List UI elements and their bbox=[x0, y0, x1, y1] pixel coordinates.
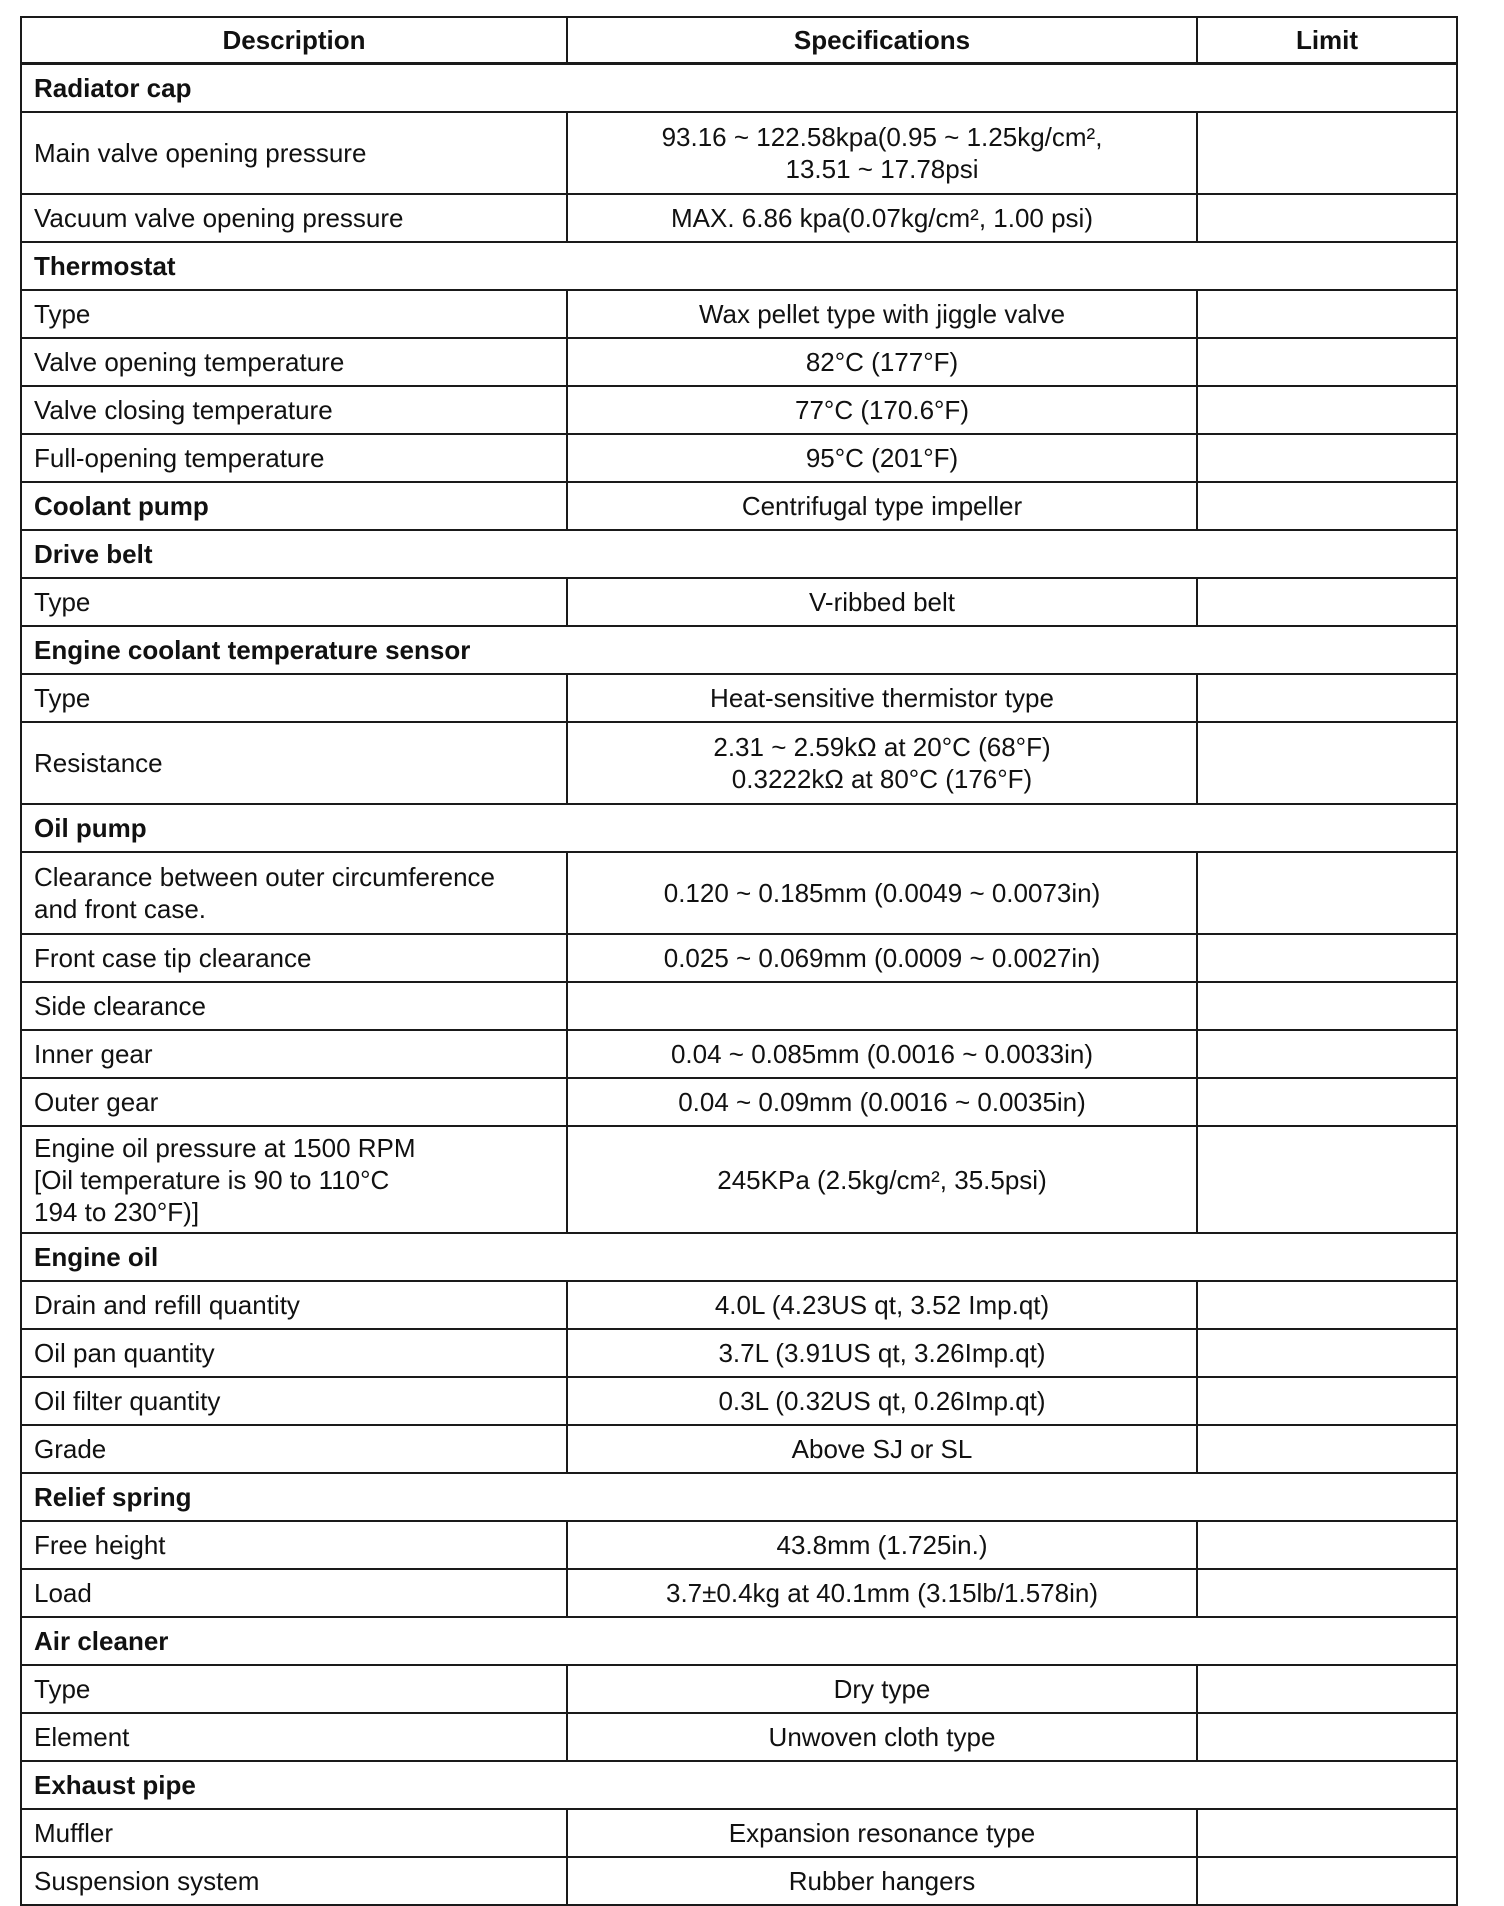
header-row bbox=[21, 17, 1457, 64]
limit-cell bbox=[1197, 482, 1457, 530]
specification-cell: 0.3L (0.32US qt, 0.26Imp.qt) bbox=[567, 1377, 1197, 1425]
specification-cell: 2.31 ~ 2.59kΩ at 20°C (68°F) 0.3222kΩ at 80°C (176°F) bbox=[567, 722, 1197, 804]
description-cell: Outer gear bbox=[21, 1078, 567, 1126]
description-cell: Resistance bbox=[21, 722, 567, 804]
limit-cell bbox=[1197, 290, 1457, 338]
limit-cell bbox=[1197, 1857, 1457, 1905]
table-row bbox=[21, 1126, 1457, 1233]
description-cell: Side clearance bbox=[21, 982, 567, 1030]
specification-cell: 43.8mm (1.725in.) bbox=[567, 1521, 1197, 1569]
section-header-row bbox=[21, 804, 1457, 852]
limit-cell bbox=[1197, 578, 1457, 626]
specification-cell: 0.120 ~ 0.185mm (0.0049 ~ 0.0073in) bbox=[567, 852, 1197, 934]
section-header-row bbox=[21, 1473, 1457, 1521]
column-header-specifications: Specifications bbox=[567, 17, 1197, 64]
limit-cell bbox=[1197, 194, 1457, 242]
specification-cell: 95°C (201°F) bbox=[567, 434, 1197, 482]
table-row bbox=[21, 1425, 1457, 1473]
description-cell: Valve opening temperature bbox=[21, 338, 567, 386]
description-cell: Coolant pump bbox=[21, 482, 567, 530]
specification-cell: Wax pellet type with jiggle valve bbox=[567, 290, 1197, 338]
limit-cell bbox=[1197, 112, 1457, 194]
section-title: Engine oil bbox=[21, 1233, 1457, 1281]
specification-cell: Above SJ or SL bbox=[567, 1425, 1197, 1473]
specifications-table bbox=[20, 16, 1458, 1906]
limit-cell bbox=[1197, 934, 1457, 982]
limit-cell bbox=[1197, 434, 1457, 482]
description-cell: Type bbox=[21, 290, 567, 338]
table-row bbox=[21, 194, 1457, 242]
table-row bbox=[21, 386, 1457, 434]
table-row bbox=[21, 1713, 1457, 1761]
table-row bbox=[21, 1030, 1457, 1078]
table-row bbox=[21, 674, 1457, 722]
specification-cell: V-ribbed belt bbox=[567, 578, 1197, 626]
table-row bbox=[21, 578, 1457, 626]
section-header-row bbox=[21, 242, 1457, 290]
description-cell: Main valve opening pressure bbox=[21, 112, 567, 194]
limit-cell bbox=[1197, 1078, 1457, 1126]
table-row bbox=[21, 1329, 1457, 1377]
limit-cell bbox=[1197, 1281, 1457, 1329]
limit-cell bbox=[1197, 1569, 1457, 1617]
table-row bbox=[21, 338, 1457, 386]
specification-cell: Unwoven cloth type bbox=[567, 1713, 1197, 1761]
spec-sheet bbox=[20, 16, 1456, 1906]
table-row bbox=[21, 290, 1457, 338]
table-row bbox=[21, 852, 1457, 934]
specification-cell: 3.7L (3.91US qt, 3.26Imp.qt) bbox=[567, 1329, 1197, 1377]
section-header-row bbox=[21, 530, 1457, 578]
specification-cell: Centrifugal type impeller bbox=[567, 482, 1197, 530]
table-row bbox=[21, 1665, 1457, 1713]
section-title: Radiator cap bbox=[21, 64, 1457, 113]
description-cell: Front case tip clearance bbox=[21, 934, 567, 982]
description-cell: Oil filter quantity bbox=[21, 1377, 567, 1425]
description-cell: Suspension system bbox=[21, 1857, 567, 1905]
specification-cell: MAX. 6.86 kpa(0.07kg/cm², 1.00 psi) bbox=[567, 194, 1197, 242]
description-cell: Valve closing temperature bbox=[21, 386, 567, 434]
limit-cell bbox=[1197, 338, 1457, 386]
limit-cell bbox=[1197, 1425, 1457, 1473]
section-title: Air cleaner bbox=[21, 1617, 1457, 1665]
limit-cell bbox=[1197, 1713, 1457, 1761]
limit-cell bbox=[1197, 852, 1457, 934]
column-header-description: Description bbox=[21, 17, 567, 64]
limit-cell bbox=[1197, 674, 1457, 722]
table-row bbox=[21, 1521, 1457, 1569]
specification-cell: 245KPa (2.5kg/cm², 35.5psi) bbox=[567, 1126, 1197, 1233]
specification-cell: 93.16 ~ 122.58kpa(0.95 ~ 1.25kg/cm², 13.51 ~ 17.78psi bbox=[567, 112, 1197, 194]
description-cell: Drain and refill quantity bbox=[21, 1281, 567, 1329]
limit-cell bbox=[1197, 1521, 1457, 1569]
description-cell: Free height bbox=[21, 1521, 567, 1569]
column-header-limit: Limit bbox=[1197, 17, 1457, 64]
specification-cell: 0.04 ~ 0.09mm (0.0016 ~ 0.0035in) bbox=[567, 1078, 1197, 1126]
table-row bbox=[21, 1857, 1457, 1905]
section-title: Engine coolant temperature sensor bbox=[21, 626, 1457, 674]
description-cell: Type bbox=[21, 1665, 567, 1713]
specification-cell: 0.025 ~ 0.069mm (0.0009 ~ 0.0027in) bbox=[567, 934, 1197, 982]
table-row bbox=[21, 482, 1457, 530]
limit-cell bbox=[1197, 1126, 1457, 1233]
specification-cell: 77°C (170.6°F) bbox=[567, 386, 1197, 434]
section-header-row bbox=[21, 1617, 1457, 1665]
description-cell: Full-opening temperature bbox=[21, 434, 567, 482]
specification-cell: 3.7±0.4kg at 40.1mm (3.15lb/1.578in) bbox=[567, 1569, 1197, 1617]
section-header-row bbox=[21, 1761, 1457, 1809]
table-row bbox=[21, 1809, 1457, 1857]
table-row bbox=[21, 434, 1457, 482]
table-row bbox=[21, 722, 1457, 804]
table-row bbox=[21, 934, 1457, 982]
section-title: Oil pump bbox=[21, 804, 1457, 852]
table-row bbox=[21, 1078, 1457, 1126]
section-header-row bbox=[21, 64, 1457, 113]
description-cell: Type bbox=[21, 578, 567, 626]
description-cell: Clearance between outer circumference and front case. bbox=[21, 852, 567, 934]
section-title: Relief spring bbox=[21, 1473, 1457, 1521]
limit-cell bbox=[1197, 1030, 1457, 1078]
description-cell: Oil pan quantity bbox=[21, 1329, 567, 1377]
description-cell: Load bbox=[21, 1569, 567, 1617]
description-cell: Vacuum valve opening pressure bbox=[21, 194, 567, 242]
limit-cell bbox=[1197, 982, 1457, 1030]
specification-cell: 82°C (177°F) bbox=[567, 338, 1197, 386]
description-cell: Element bbox=[21, 1713, 567, 1761]
section-header-row bbox=[21, 626, 1457, 674]
specification-cell: 4.0L (4.23US qt, 3.52 Imp.qt) bbox=[567, 1281, 1197, 1329]
table-row bbox=[21, 112, 1457, 194]
limit-cell bbox=[1197, 386, 1457, 434]
limit-cell bbox=[1197, 722, 1457, 804]
table-row bbox=[21, 1569, 1457, 1617]
table-row bbox=[21, 1377, 1457, 1425]
table-body bbox=[21, 64, 1457, 1906]
specification-cell: Dry type bbox=[567, 1665, 1197, 1713]
specification-cell: Heat-sensitive thermistor type bbox=[567, 674, 1197, 722]
description-cell: Inner gear bbox=[21, 1030, 567, 1078]
table-row bbox=[21, 982, 1457, 1030]
section-title: Thermostat bbox=[21, 242, 1457, 290]
limit-cell bbox=[1197, 1665, 1457, 1713]
section-title: Exhaust pipe bbox=[21, 1761, 1457, 1809]
table-row bbox=[21, 1281, 1457, 1329]
specification-cell: Expansion resonance type bbox=[567, 1809, 1197, 1857]
section-title: Drive belt bbox=[21, 530, 1457, 578]
limit-cell bbox=[1197, 1809, 1457, 1857]
description-cell: Type bbox=[21, 674, 567, 722]
specification-cell: Rubber hangers bbox=[567, 1857, 1197, 1905]
limit-cell bbox=[1197, 1329, 1457, 1377]
section-header-row bbox=[21, 1233, 1457, 1281]
limit-cell bbox=[1197, 1377, 1457, 1425]
description-cell: Grade bbox=[21, 1425, 567, 1473]
specification-cell bbox=[567, 982, 1197, 1030]
specification-cell: 0.04 ~ 0.085mm (0.0016 ~ 0.0033in) bbox=[567, 1030, 1197, 1078]
description-cell: Muffler bbox=[21, 1809, 567, 1857]
description-cell: Engine oil pressure at 1500 RPM [Oil temperature is 90 to 110°C 194 to 230°F)] bbox=[21, 1126, 567, 1233]
